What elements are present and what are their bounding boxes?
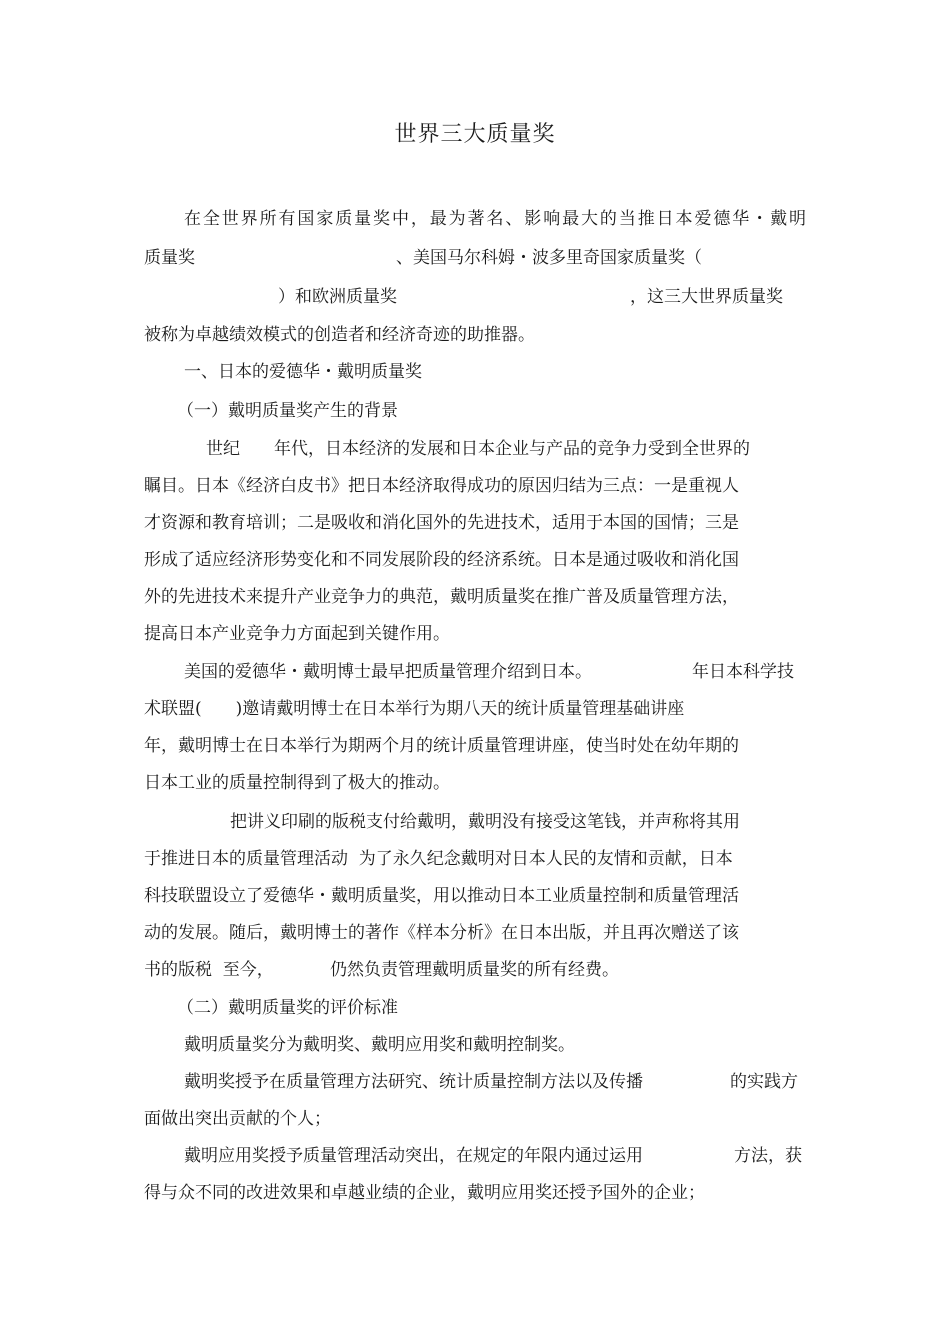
- section-heading: 一、日本的爱德华・戴明质量奖: [184, 362, 422, 382]
- paragraph-line: 的实践方: [730, 1072, 798, 1092]
- paragraph-line: 质量奖: [144, 248, 195, 268]
- paragraph-line: 戴明质量奖分为戴明奖、戴明应用奖和戴明控制奖。: [184, 1035, 575, 1055]
- paragraph-line: 动的发展。随后，戴明博士的著作《样本分析》在日本出版，并且再次赠送了该: [144, 923, 739, 943]
- document-title: 世界三大质量奖: [394, 122, 556, 147]
- paragraph-line: 戴明应用奖授予质量管理活动突出，在规定的年限内通过运用: [184, 1146, 643, 1166]
- paragraph-line: ，这三大世界质量奖: [630, 287, 783, 307]
- paragraph-line: 把讲义印刷的版税支付给戴明，戴明没有接受这笔钱，并声称将其用: [230, 812, 740, 832]
- paragraph-line: 术联盟( )邀请戴明博士在日本举行为期八天的统计质量管理基础讲座: [144, 699, 685, 719]
- paragraph-line: 瞩目。日本《经济白皮书》把日本经济取得成功的原因归结为三点：一是重视人: [144, 476, 739, 496]
- paragraph-line: 、美国马尔科姆・波多里奇国家质量奖（: [396, 248, 702, 268]
- paragraph-line: 方法，获: [734, 1146, 802, 1166]
- paragraph-line: 日本工业的质量控制得到了极大的推动。: [144, 773, 450, 793]
- paragraph-line: 外的先进技术来提升产业竞争力的典范，戴明质量奖在推广普及质量管理方法，: [144, 587, 739, 607]
- paragraph-line: 才资源和教育培训；二是吸收和消化国外的先进技术，适用于本国的国情；三是: [144, 513, 739, 533]
- paragraph-line: 在全世界所有国家质量奖中，最为著名、影响最大的当推日本爱德华・戴明: [184, 209, 806, 229]
- paragraph-line: 提高日本产业竞争力方面起到关键作用。: [144, 624, 450, 644]
- paragraph-line: 形成了适应经济形势变化和不同发展阶段的经济系统。日本是通过吸收和消化国: [144, 550, 739, 570]
- paragraph-line: 于推进日本的质量管理活动 为了永久纪念戴明对日本人民的友情和贡献，日本: [144, 849, 733, 869]
- paragraph-line: 美国的爱德华・戴明博士最早把质量管理介绍到日本。: [184, 662, 592, 682]
- paragraph-line: 面做出突出贡献的个人；: [144, 1109, 331, 1129]
- paragraph-line: 世纪 年代，日本经济的发展和日本企业与产品的竞争力受到全世界的: [206, 439, 750, 459]
- paragraph-line: 仍然负责管理戴明质量奖的所有经费。: [330, 960, 619, 980]
- paragraph-line: 年日本科学技: [692, 662, 794, 682]
- subsection-heading: （二）戴明质量奖的评价标准: [177, 998, 398, 1018]
- paragraph-line: 得与众不同的改进效果和卓越业绩的企业，戴明应用奖还授予国外的企业；: [144, 1183, 705, 1203]
- paragraph-line: 书的版税 至今，: [144, 960, 274, 980]
- paragraph-line: 戴明奖授予在质量管理方法研究、统计质量控制方法以及传播: [184, 1072, 643, 1092]
- subsection-heading: （一）戴明质量奖产生的背景: [177, 401, 398, 421]
- paragraph-line: 年，戴明博士在日本举行为期两个月的统计质量管理讲座，使当时处在幼年期的: [144, 736, 739, 756]
- paragraph-line: 科技联盟设立了爱德华・戴明质量奖，用以推动日本工业质量控制和质量管理活: [144, 886, 739, 906]
- paragraph-line: ）和欧洲质量奖: [278, 287, 397, 307]
- paragraph-line: 被称为卓越绩效模式的创造者和经济奇迹的助推器。: [144, 325, 535, 345]
